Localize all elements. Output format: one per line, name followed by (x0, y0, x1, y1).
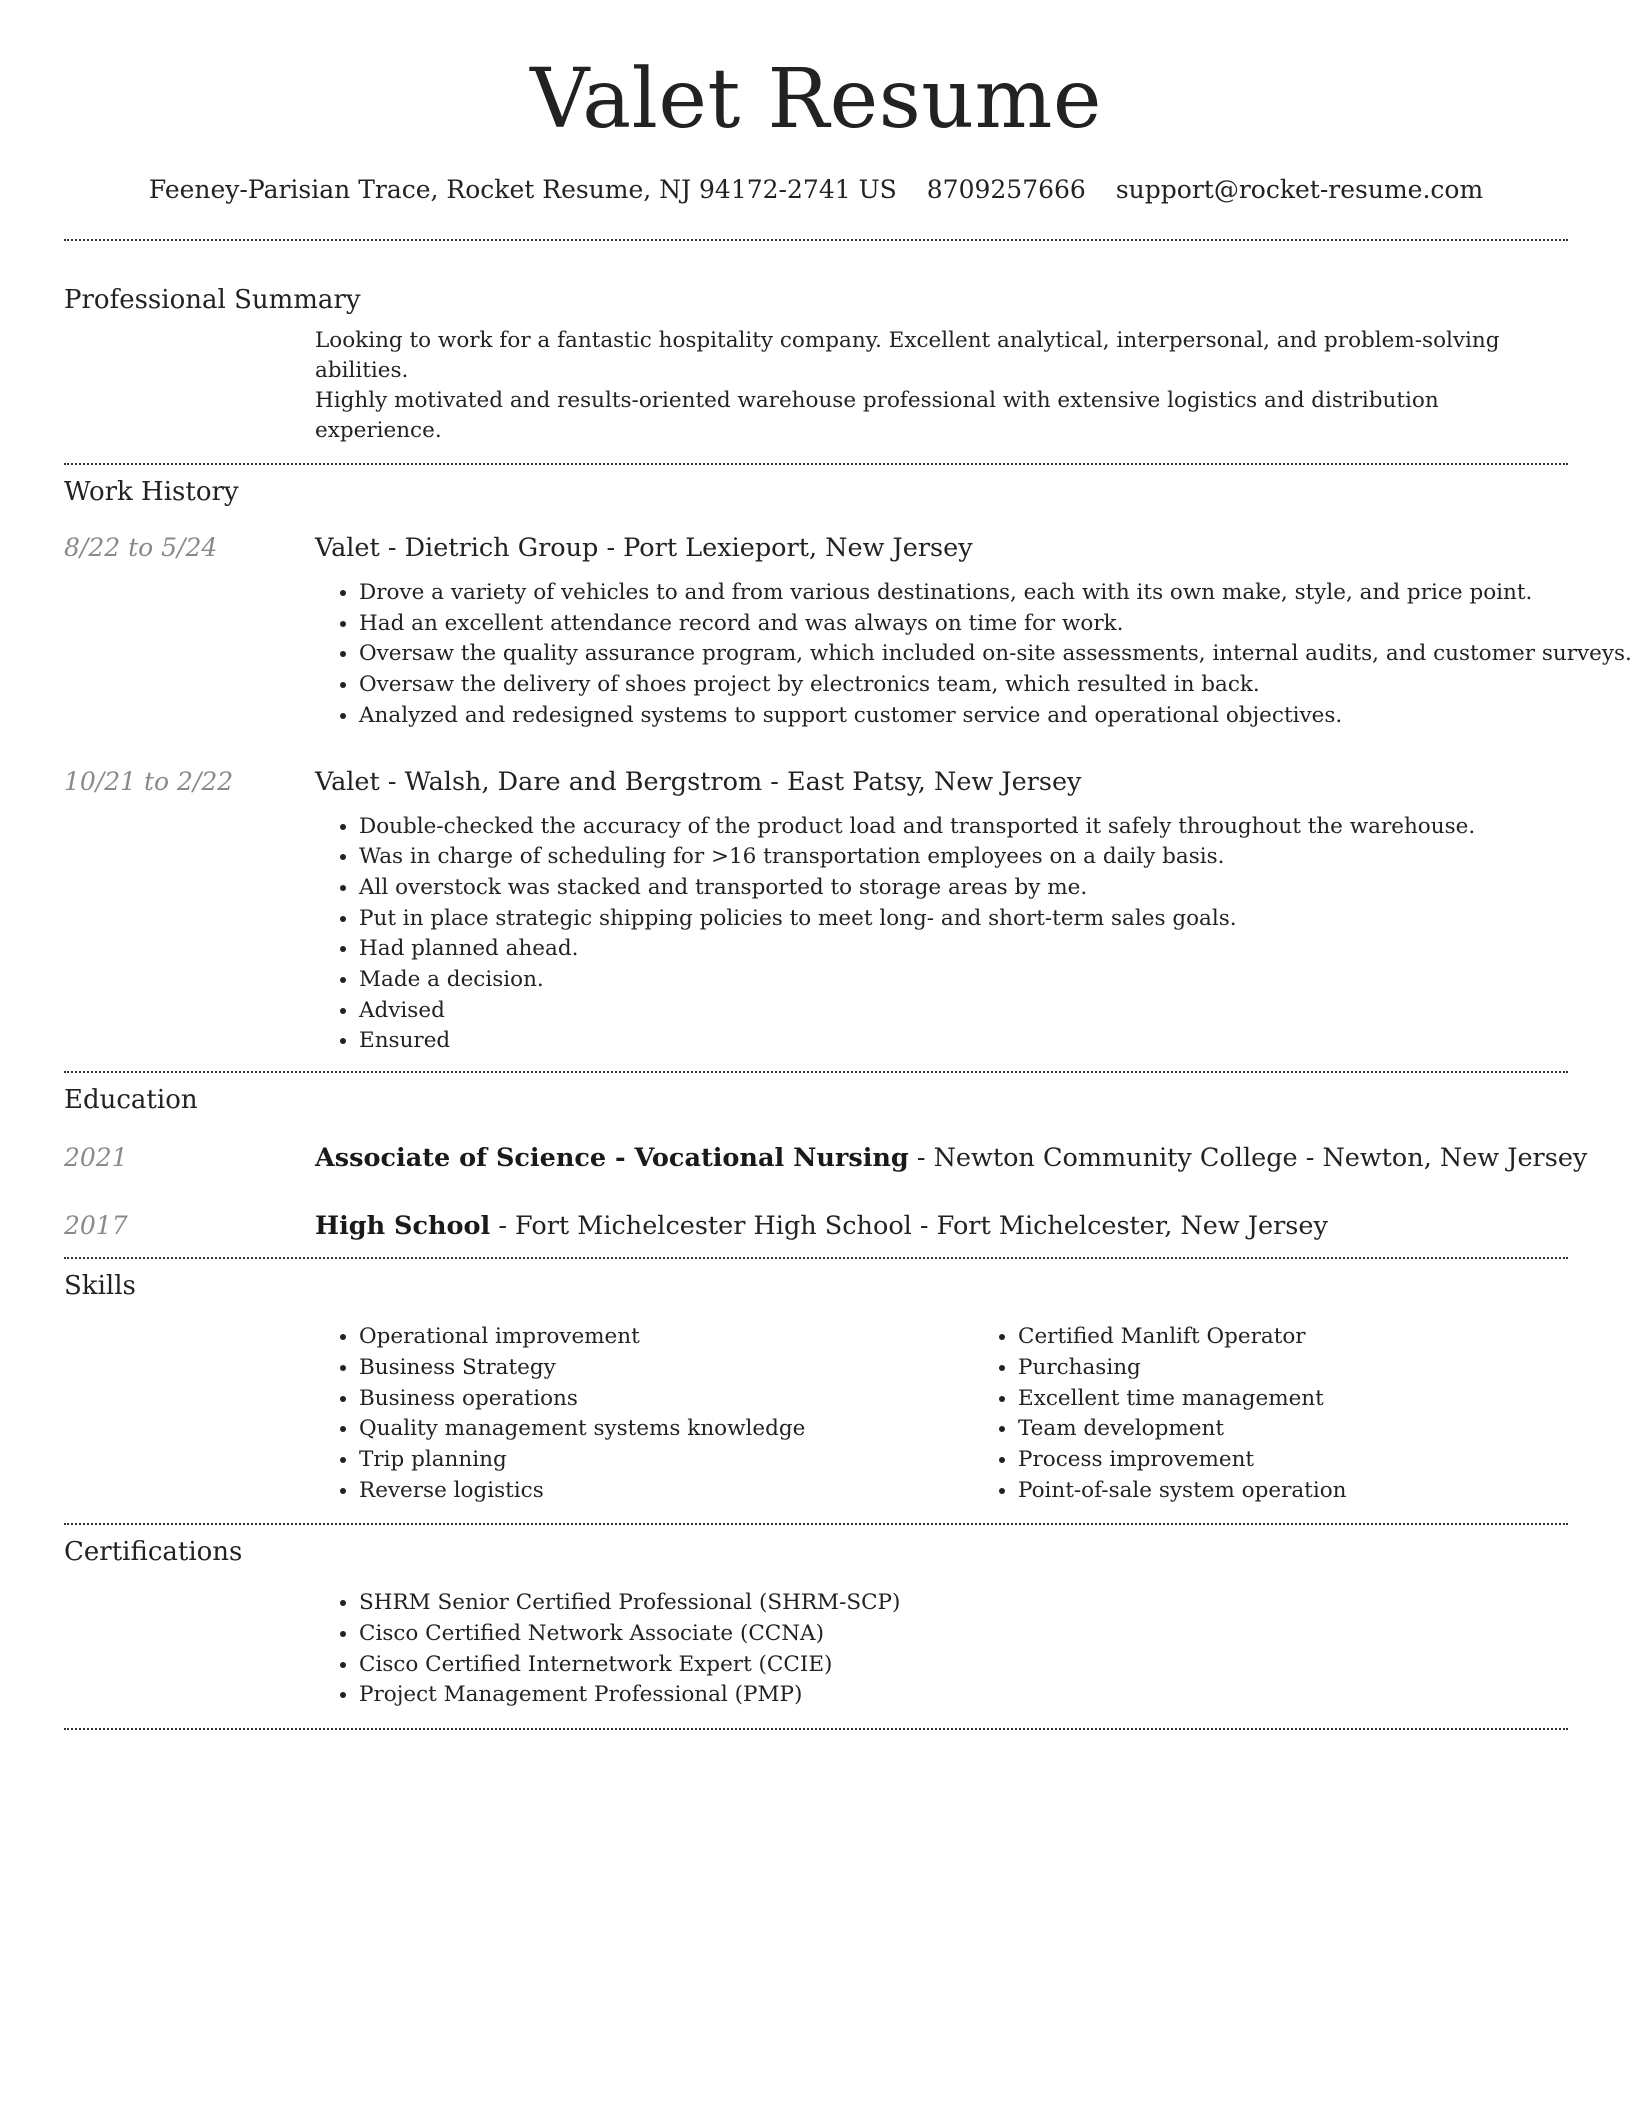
certification-item: • SHRM Senior Certified Professional (SHRM-SCP) (359, 1588, 1568, 1619)
resume-name: Valet Resume (530, 52, 1102, 147)
divider (64, 1523, 1568, 1525)
certification-item: • Cisco Certified Internetwork Expert (CCIE) (359, 1650, 1568, 1681)
summary-text (315, 326, 1568, 446)
skills-list-right (974, 1322, 1632, 1506)
skill-item: • Operational improvement (359, 1322, 974, 1353)
contact-info (64, 174, 1568, 206)
job-bullet: • Put in place strategic shipping policies to meet long- and short-term sales goals. (359, 904, 1568, 935)
contact-address: Feeney-Parisian Trace, Rocket Resume, NJ 94172-2741 US (148, 175, 897, 204)
skill-item: • Reverse logistics (359, 1476, 974, 1507)
divider (64, 1728, 1568, 1730)
divider (64, 463, 1568, 465)
certification-item: • Cisco Certified Network Associate (CCNA) (359, 1619, 1568, 1650)
skills-row (64, 1322, 1568, 1506)
summary-section (64, 284, 1568, 446)
certifications-list (315, 1588, 1568, 1711)
job-entry (64, 766, 1568, 1058)
job-bullet: • Ensured (359, 1026, 1568, 1057)
job-bullet: • Drove a variety of vehicles to and from various destinations, each with its own make, style, and price point. (359, 578, 1632, 609)
job-title: Valet - Walsh, Dare and Bergstrom - East Patsy, New Jersey (315, 766, 1082, 797)
section-title-education: Education (64, 1085, 198, 1116)
education-section (64, 1084, 1588, 1242)
contact-phone: 8709257666 (926, 175, 1086, 204)
job-bullet: • Was in charge of scheduling for >16 transportation employees on a daily basis. (359, 842, 1568, 873)
education-degree: High School (315, 1211, 491, 1242)
skill-item: • Process improvement (1018, 1445, 1632, 1476)
job-bullets (315, 812, 1568, 1058)
job-bullet: • Oversaw the quality assurance program, which included on-site assessments, internal audits, and customer surveys. (359, 639, 1632, 670)
skills-section (64, 1270, 1568, 1506)
summary-row (64, 326, 1568, 446)
skill-item: • Trip planning (359, 1445, 974, 1476)
skill-item: • Business operations (359, 1384, 974, 1415)
job-entry (64, 532, 1632, 732)
skills-list-left (315, 1322, 974, 1506)
job-bullet: • Advised (359, 996, 1568, 1027)
skill-item: • Quality management systems knowledge (359, 1414, 974, 1445)
certification-item: • Project Management Professional (PMP) (359, 1680, 1568, 1711)
education-school: - Fort Michelcester High School - Fort Michelcester, New Jersey (490, 1211, 1328, 1242)
job-content (315, 766, 1568, 1058)
divider (64, 1071, 1568, 1073)
skill-item: • Point-of-sale system operation (1018, 1476, 1632, 1507)
summary-line: Highly motivated and results-oriented warehouse professional with extensive logistics and distribution experience. (315, 388, 1439, 443)
skill-item: • Excellent time management (1018, 1384, 1632, 1415)
divider (64, 1257, 1568, 1259)
certifications-content (315, 1588, 1568, 1711)
education-year: 2021 (64, 1143, 128, 1173)
job-bullet: • Oversaw the delivery of shoes project by electronics team, which resulted in back. (359, 670, 1632, 701)
contact-email: support@rocket-resume.com (1115, 175, 1484, 204)
section-title-work: Work History (64, 477, 239, 507)
job-bullet: • Analyzed and redesigned systems to support customer service and operational objectives. (359, 701, 1632, 732)
section-title-skills: Skills (64, 1271, 136, 1302)
skill-item: • Business Strategy (359, 1353, 974, 1384)
education-title (315, 1210, 1568, 1242)
job-bullet: • Made a decision. (359, 965, 1568, 996)
job-bullet: • All overstock was stacked and transported to storage areas by me. (359, 873, 1568, 904)
skill-item: • Team development (1018, 1414, 1632, 1445)
summary-line: Looking to work for a fantastic hospitality company. Excellent analytical, interpersonal, and problem-solving abilities. (315, 328, 1500, 383)
job-dates: 10/21 to 2/22 (64, 766, 234, 796)
education-year: 2017 (64, 1211, 128, 1241)
education-title (315, 1142, 1587, 1174)
education-degree: Associate of Science - Vocational Nursing (315, 1143, 909, 1174)
job-bullet: • Had planned ahead. (359, 934, 1568, 965)
job-title: Valet - Dietrich Group - Port Lexieport, New Jersey (315, 533, 973, 563)
education-entry (64, 1210, 1568, 1242)
certifications-section (64, 1536, 1568, 1711)
job-bullet: • Double-checked the accuracy of the product load and transported it safely throughout the warehouse. (359, 812, 1568, 843)
job-dates: 8/22 to 5/24 (64, 533, 218, 562)
education-school: - Newton Community College - Newton, New Jersey (908, 1143, 1588, 1174)
section-title-summary: Professional Summary (64, 285, 361, 315)
job-bullet: • Had an excellent attendance record and was always on time for work. (359, 609, 1632, 640)
job-bullets (315, 578, 1632, 732)
skills-columns (315, 1322, 1632, 1506)
work-section (64, 476, 1632, 1057)
skill-item: • Certified Manlift Operator (1018, 1322, 1632, 1353)
section-title-certifications: Certifications (64, 1537, 243, 1568)
skill-item: • Purchasing (1018, 1353, 1632, 1384)
divider (64, 239, 1568, 241)
education-entry (64, 1142, 1588, 1174)
job-content (315, 532, 1632, 732)
certifications-row (64, 1588, 1568, 1711)
